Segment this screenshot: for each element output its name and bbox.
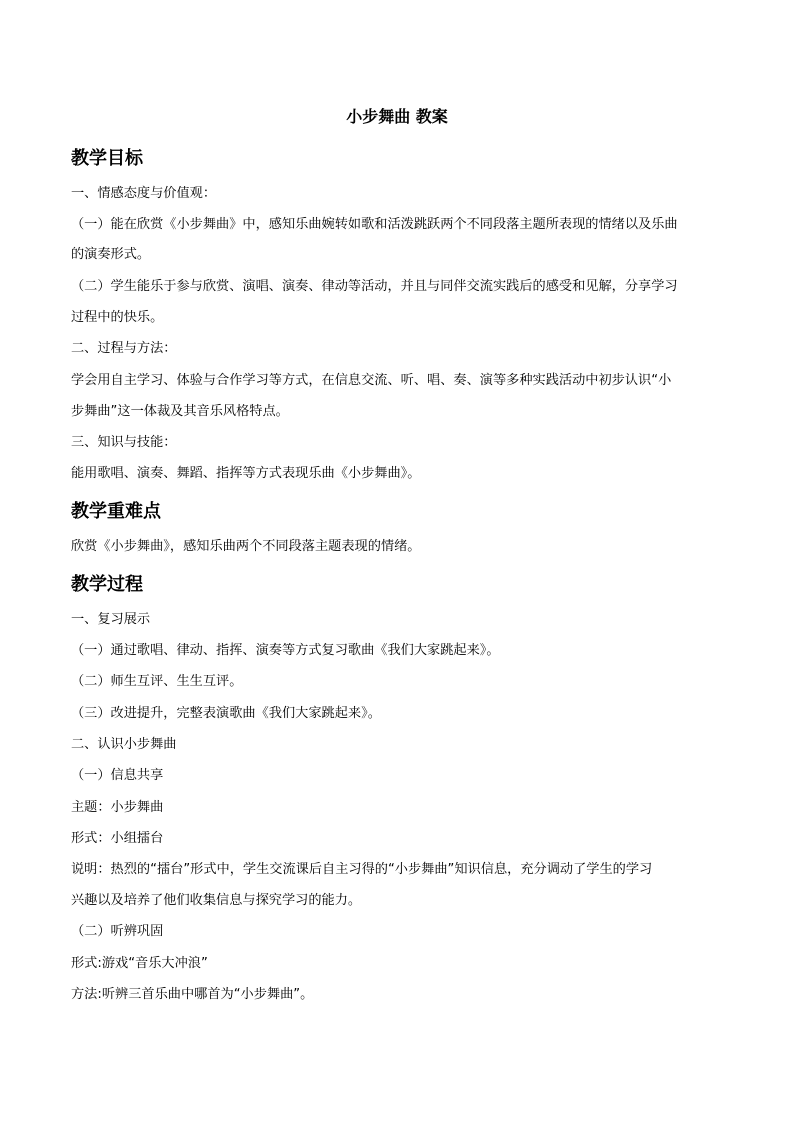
- paragraph-line: （一）通过歌唱、律动、指挥、演奏等方式复习歌曲《我们大家跳起来》。: [71, 643, 500, 658]
- section-heading-objectives: 教学目标: [71, 148, 143, 169]
- paragraph-line: 主题：小步舞曲: [71, 800, 164, 815]
- paragraph-line: 三、知识与技能：: [71, 435, 177, 450]
- paragraph-line: （二）师生互评、生生互评。: [71, 674, 243, 689]
- paragraph-line: 二、认识小步舞曲: [71, 737, 177, 752]
- paragraph-line: （一）能在欣赏《小步舞曲》中，感知乐曲婉转如歌和活泼跳跃两个不同段落主题所表现的情绪以及乐曲: [71, 217, 678, 232]
- paragraph-line: （二）学生能乐于参与欣赏、演唱、演奏、律动等活动，并且与同伴交流实践后的感受和见解，分享学习: [71, 279, 678, 294]
- paragraph-line: 形式:游戏“音乐大冲浪”: [71, 956, 208, 971]
- paragraph-line: （一）信息共享: [71, 768, 164, 783]
- paragraph-line: 方法:听辨三首乐曲中哪首为“小步舞曲”。: [71, 987, 314, 1002]
- paragraph-line: 能用歌唱、演奏、舞蹈、指挥等方式表现乐曲《小步舞曲》。: [71, 466, 421, 481]
- document-title: 小步舞曲 教案: [346, 107, 448, 126]
- paragraph-line: 的演奏形式。: [71, 247, 151, 262]
- paragraph-line: （二）听辨巩固: [71, 924, 164, 939]
- paragraph-line: 一、复习展示: [71, 612, 151, 627]
- section-heading-process: 教学过程: [71, 574, 143, 595]
- paragraph-line: 过程中的快乐。: [71, 310, 164, 325]
- paragraph-line: 步舞曲”这一体裁及其音乐风格特点。: [71, 404, 289, 419]
- paragraph-line: 欣赏《小步舞曲》，感知乐曲两个不同段落主题表现的情绪。: [71, 539, 421, 554]
- paragraph-line: 说明：热烈的“擂台”形式中，学生交流课后自主习得的“小步舞曲”知识信息，充分调动了学生的学习: [71, 862, 653, 877]
- paragraph-line: 一、情感态度与价值观：: [71, 186, 217, 201]
- paragraph-line: 学会用自主学习、体验与合作学习等方式，在信息交流、听、唱、奏、演等多种实践活动中初步认识“小: [71, 373, 672, 388]
- section-heading-key-points: 教学重难点: [71, 501, 161, 522]
- paragraph-line: 二、过程与方法：: [71, 341, 177, 356]
- paragraph-line: 兴趣以及培养了他们收集信息与探究学习的能力。: [71, 893, 362, 908]
- paragraph-line: 形式：小组擂台: [71, 831, 164, 846]
- paragraph-line: （三）改进提升，完整表演歌曲《我们大家跳起来》。: [71, 706, 381, 721]
